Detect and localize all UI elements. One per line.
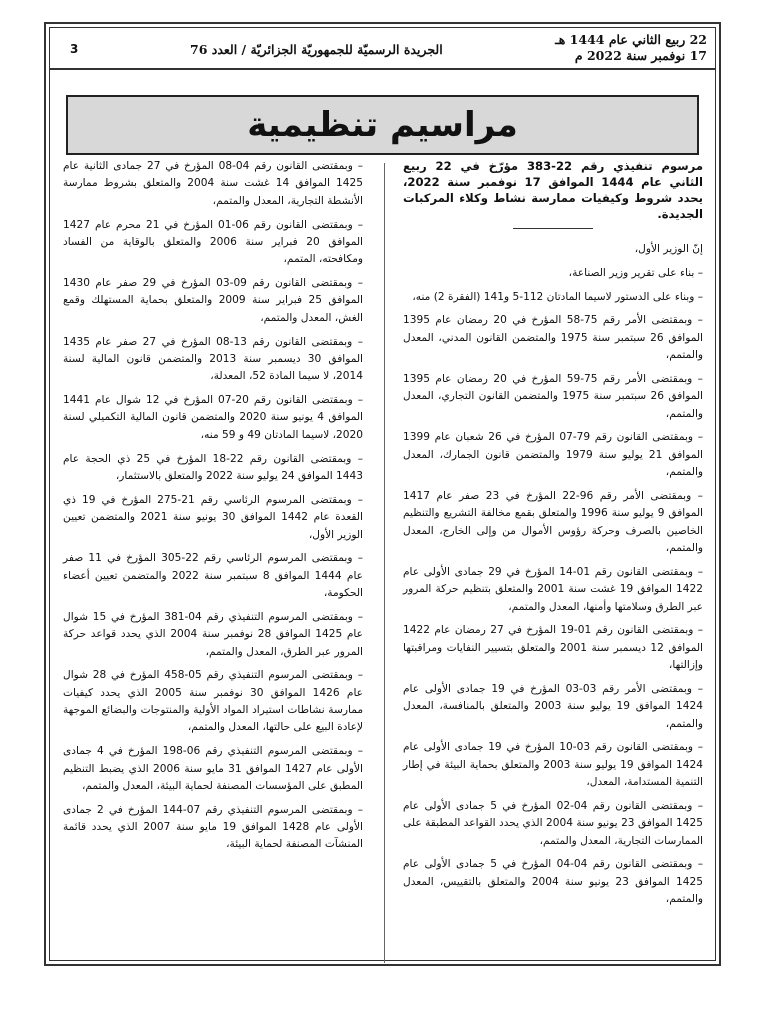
paragraph: – وبمقتضى القانون رقم 20-07 المؤرخ في 12 شوال عام 1441 الموافق 4 يونيو سنة 2020 والمتضمن قانون المالية التكميلي لسنة 2020، لاسيما المادتان 49 و 59 منه، bbox=[63, 394, 363, 441]
date-hijri: 22 ربيع الثاني عام 1444 هـ bbox=[555, 32, 707, 47]
paragraph: – وبمقتضى المرسوم التنفيذي رقم 04-381 المؤرخ في 15 شوال عام 1425 الموافق 28 نوفمبر سنة 2004 الذي يحدد قواعد حركة المرور عبر الطرق، المعدل والمتمم، bbox=[63, 610, 363, 658]
left-paragraphs bbox=[63, 158, 363, 854]
date-gregorian: 17 نوفمبر سنة 2022 م bbox=[574, 48, 707, 63]
paragraph: – وبمقتضى القانون رقم 03-10 المؤرخ في 19 جمادى الأولى عام 1424 الموافق 19 يوليو سنة 2003 والمتعلق بحماية البيئة في إطار التنمية المستدامة، المعدل، bbox=[403, 741, 704, 789]
paragraph: – وبمقتضى المرسوم التنفيذي رقم 05-458 المؤرخ في 28 شوال عام 1426 الموافق 30 نوفمبر سنة 2005 الذي يحدد كيفيات ممارسة نشاطات استيراد المواد الأولية والمنتوجات والبضائع الموجهة لإعادة البيع على حالتها، المعدل والمتمم، bbox=[63, 669, 363, 734]
paragraph: إنّ الوزير الأول، bbox=[634, 243, 703, 256]
paragraph: – وبمقتضى القانون رقم 01-14 المؤرخ في 29 جمادى الأولى عام 1422 الموافق 19 غشت سنة 2001 والمتعلق بتنظيم حركة المرور عبر الطرق وسلامتها وأمنها، المعدل والمتمم، bbox=[403, 565, 704, 613]
paragraph: – وبمقتضى الأمر رقم 96-22 المؤرخ في 23 صفر عام 1417 الموافق 9 يوليو سنة 1996 والمتعلق بقمع مخالفة التشريع والتنظيم الخاصين بالصرف وحركة رؤوس الأموال من وإلى الخارج، المعدل والمتمم، bbox=[403, 489, 704, 555]
paragraph: – وبمقتضى المرسوم الرئاسي رقم 22-305 المؤرخ في 11 صفر عام 1444 الموافق 8 سبتمبر سنة 2022 والمتضمن تعيين أعضاء الحكومة، bbox=[63, 552, 363, 600]
paragraph: – وبمقتضى المرسوم التنفيذي رقم 07-144 المؤرخ في 2 جمادى الأولى عام 1428 الموافق 19 مايو سنة 2007 الذي يحدد قائمة المنشآت المصنفة لحماية البيئة، bbox=[63, 803, 363, 851]
paragraph: – وبمقتضى الأمر رقم 75-59 المؤرخ في 20 رمضان عام 1395 الموافق 26 سبتمبر سنة 1975 والمتضمن القانون التجاري، المعدل والمتمم، bbox=[403, 372, 703, 420]
left-column bbox=[63, 158, 363, 860]
paragraph: – وبمقتضى القانون رقم 79-07 المؤرخ في 26 شعبان عام 1399 الموافق 21 يوليو سنة 1979 والمتضمن قانون الجمارك، المعدل والمتمم، bbox=[403, 431, 703, 479]
gazette-page bbox=[44, 22, 721, 966]
paragraph: – وبمقتضى القانون رقم 01-19 المؤرخ في 27 رمضان عام 1422 الموافق 12 ديسمبر سنة 2001 والمتعلق بتسيير النفايات ومراقبتها وإزالتها، bbox=[403, 624, 703, 672]
right-column bbox=[403, 158, 703, 915]
paragraph: – وبمقتضى المرسوم الرئاسي رقم 21-275 المؤرخ في 19 ذي القعدة عام 1442 الموافق 30 يونيو سنة 2021 والمتضمن تعيين الوزير الأول، bbox=[63, 493, 363, 541]
header-date bbox=[555, 32, 707, 64]
paragraph: – وبناء على الدستور لاسيما المادتان 112-5 و141 (الفقرة 2) منه، bbox=[412, 290, 703, 303]
page-header bbox=[50, 28, 715, 70]
paragraph: – وبمقتضى القانون رقم 09-03 المؤرخ في 29 صفر عام 1430 الموافق 25 فبراير سنة 2009 والمتعلق بحماية المستهلك وقمع الغش، المعدل والمتمم، bbox=[63, 277, 363, 324]
section-title: مراسيم تنظيمية bbox=[247, 105, 518, 145]
gazette-title: الجريدة الرسميّة للجمهوريّة الجزائريّة / العدد 76 bbox=[190, 42, 443, 57]
paragraph: – وبمقتضى المرسوم التنفيذي رقم 06-198 المؤرخ في 4 جمادى الأولى عام 1427 الموافق 31 مايو سنة 2006 الذي يضبط التنظيم المطبق على المؤسسات المصنفة لحماية البيئة، المعدل والمتمم، bbox=[63, 745, 363, 792]
paragraph: – وبمقتضى القانون رقم 06-01 المؤرخ في 21 محرم عام 1427 الموافق 20 فبراير سنة 2006 والمتعلق بالوقاية من الفساد ومكافحته، المتمم، bbox=[63, 218, 363, 266]
paragraph: – وبمقتضى القانون رقم 22-18 المؤرخ في 25 ذي الحجة عام 1443 الموافق 24 يوليو سنة 2022 والمتعلق بالاستثمار، bbox=[63, 452, 363, 482]
paragraph: – وبمقتضى الأمر رقم 75-58 المؤرخ في 20 رمضان عام 1395 الموافق 26 سبتمبر سنة 1975 والمتضمن القانون المدني، المعدل والمتمم، bbox=[403, 314, 703, 362]
paragraph: – وبمقتضى القانون رقم 04-04 المؤرخ في 5 جمادى الأولى عام 1425 الموافق 23 يونيو سنة 2004 والمتعلق بالتقييس، المعدل والمتمم، bbox=[403, 858, 703, 906]
decree-title: مرسوم تنفيذي رقم 22-383 مؤرّخ في 22 ربيع الثاني عام 1444 الموافق 17 نوفمبر سنة 2022، يحدد شروط وكيفيات ممارسة نشاط وكلاء المركبات الجديدة. bbox=[403, 159, 703, 221]
page-number: 3 bbox=[70, 42, 79, 56]
page-frame bbox=[49, 27, 716, 961]
title-separator bbox=[513, 228, 593, 229]
column-divider bbox=[384, 163, 385, 963]
paragraph: – بناء على تقرير وزير الصناعة، bbox=[568, 267, 703, 279]
paragraph: – وبمقتضى الأمر رقم 03-03 المؤرخ في 19 جمادى الأولى عام 1424 الموافق 19 يوليو سنة 2003 والمتعلق بالمنافسة، المعدل والمتمم، bbox=[403, 682, 703, 730]
section-banner bbox=[66, 95, 699, 155]
paragraph: – وبمقتضى القانون رقم 04-02 المؤرخ في 5 جمادى الأولى عام 1425 الموافق 23 يونيو سنة 2004 الذي يحدد القواعد المطبقة على الممارسات التجارية، المعدل والمتمم، bbox=[403, 799, 703, 847]
paragraph: – وبمقتضى القانون رقم 13-08 المؤرخ في 27 صفر عام 1435 الموافق 30 ديسمبر سنة 2013 والمتضمن قانون المالية لسنة 2014، لا سيما المادة 52، المعدلة، bbox=[63, 335, 363, 383]
right-paragraphs bbox=[403, 241, 703, 908]
paragraph: – وبمقتضى القانون رقم 04-08 المؤرخ في 27 جمادى الثانية عام 1425 الموافق 14 غشت سنة 2004 والمتعلق بشروط ممارسة الأنشطة التجارية، المعدل والمتمم، bbox=[63, 160, 363, 207]
